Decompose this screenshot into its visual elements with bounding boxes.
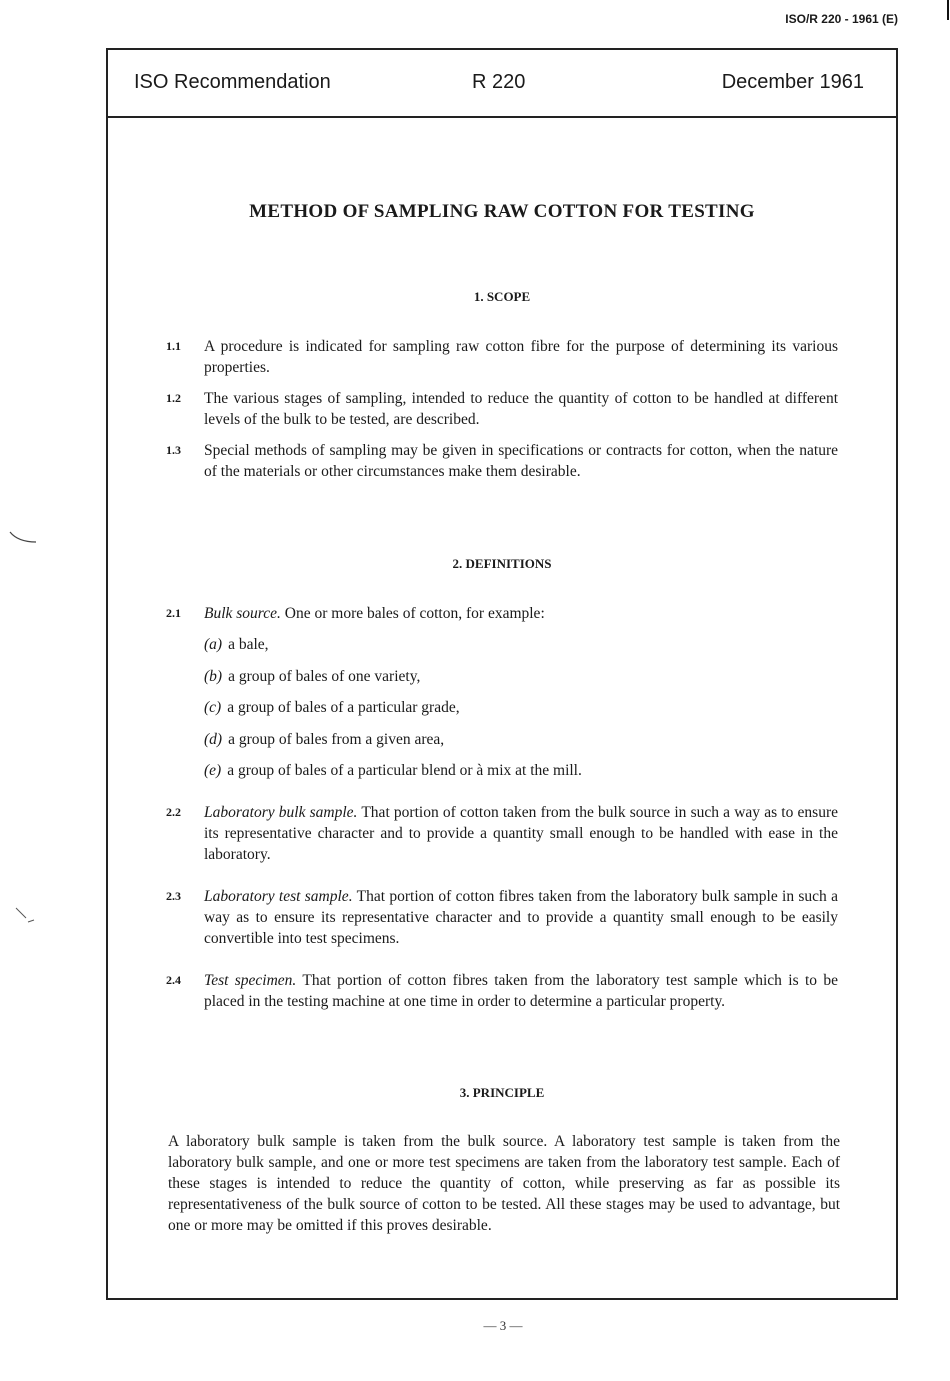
clause-text: A procedure is indicated for sampling raw cotton fibre for the purpose of determining its various properties. — [204, 338, 838, 376]
document-frame — [106, 48, 898, 1300]
page-number: — 3 — — [483, 1318, 523, 1333]
example-item — [204, 666, 420, 687]
section-heading-principle: 3. PRINCIPLE — [459, 1085, 545, 1100]
clause-2-3 — [166, 886, 838, 949]
example-text: a group of bales of a particular blend or à mix at the mill. — [227, 762, 582, 779]
example-label: (b) — [204, 668, 223, 685]
section-heading-definitions: 2. DEFINITIONS — [452, 556, 552, 571]
clause-text: That portion of cotton fibres taken from the laboratory test sample which is to be placed in the testing machine at one time in order to determine a particular property. — [204, 972, 838, 1010]
example-label: (a) — [204, 636, 223, 653]
page-edge-mark — [947, 0, 949, 20]
clause-1-2 — [166, 388, 838, 430]
document-title: METHOD OF SAMPLING RAW COTTON FOR TESTING — [249, 201, 755, 222]
defined-term: Bulk source. — [204, 605, 281, 622]
scan-artifact-mark — [14, 906, 36, 926]
example-item — [204, 729, 444, 750]
example-text: a group of bales of a particular grade, — [227, 699, 460, 716]
example-text: a bale, — [228, 636, 269, 653]
header-organization: ISO Recommendation — [134, 71, 331, 93]
clause-1-1 — [166, 336, 838, 378]
clause-text: The various stages of sampling, intended to reduce the quantity of cotton to be handled at different levels of the bulk to be tested, are described. — [204, 390, 838, 428]
example-text: a group of bales from a given area, — [228, 731, 445, 748]
document-code: ISO/R 220 - 1961 (E) — [785, 12, 898, 26]
example-item — [204, 760, 582, 781]
clause-number: 1.1 — [166, 339, 181, 353]
clause-text: That portion of cotton fibres taken from the laboratory bulk sample in such a way as to ensure its representative character and to provide a quantity small enough to be easily convertible into test specimens. — [204, 888, 838, 947]
clause-number: 2.4 — [166, 973, 181, 987]
scan-artifact-mark — [8, 530, 38, 546]
clause-text: One or more bales of cotton, for example: — [284, 605, 545, 622]
section-heading-scope: 1. SCOPE — [473, 289, 531, 304]
example-label: (e) — [204, 762, 222, 779]
defined-term: Laboratory bulk sample. — [204, 804, 358, 821]
example-text: a group of bales of one variety, — [228, 668, 421, 685]
header-reference: R 220 — [472, 71, 526, 93]
principle-paragraph: A laboratory bulk sample is taken from the bulk source. A laboratory test sample is taken from the laboratory bulk sample, and one or more test specimens are taken from the laboratory test sample. Each of these stages is intended to reduce the quantity of cotton, while preserving as far as possible its representativeness of the bulk source of cotton to be tested. All these stages may be used to advantage, but one or more may be omitted if this proves desirable. — [168, 1133, 840, 1234]
clause-text: That portion of cotton taken from the bulk source in such a way as to ensure its representative character and to provide a quantity small enough to be handled with ease in the laboratory. — [204, 804, 838, 863]
example-item — [204, 697, 460, 718]
document-header — [108, 50, 896, 118]
example-label: (c) — [204, 699, 222, 716]
clause-1-3 — [166, 440, 838, 482]
clause-text: Special methods of sampling may be given in specifications or contracts for cotton, when the nature of the materials or other circumstances make them desirable. — [204, 442, 838, 480]
clause-number: 2.3 — [166, 889, 181, 903]
clause-number: 2.2 — [166, 805, 181, 819]
clause-number: 1.3 — [166, 443, 181, 457]
example-item — [204, 634, 269, 655]
header-date: December 1961 — [721, 71, 864, 93]
example-label: (d) — [204, 731, 223, 748]
clause-number: 1.2 — [166, 391, 181, 405]
clause-2-2 — [166, 802, 838, 865]
clause-2-1 — [166, 603, 838, 624]
clause-2-4 — [166, 970, 838, 1012]
defined-term: Test specimen. — [204, 972, 297, 989]
defined-term: Laboratory test sample. — [204, 888, 353, 905]
clause-number: 2.1 — [166, 606, 181, 620]
